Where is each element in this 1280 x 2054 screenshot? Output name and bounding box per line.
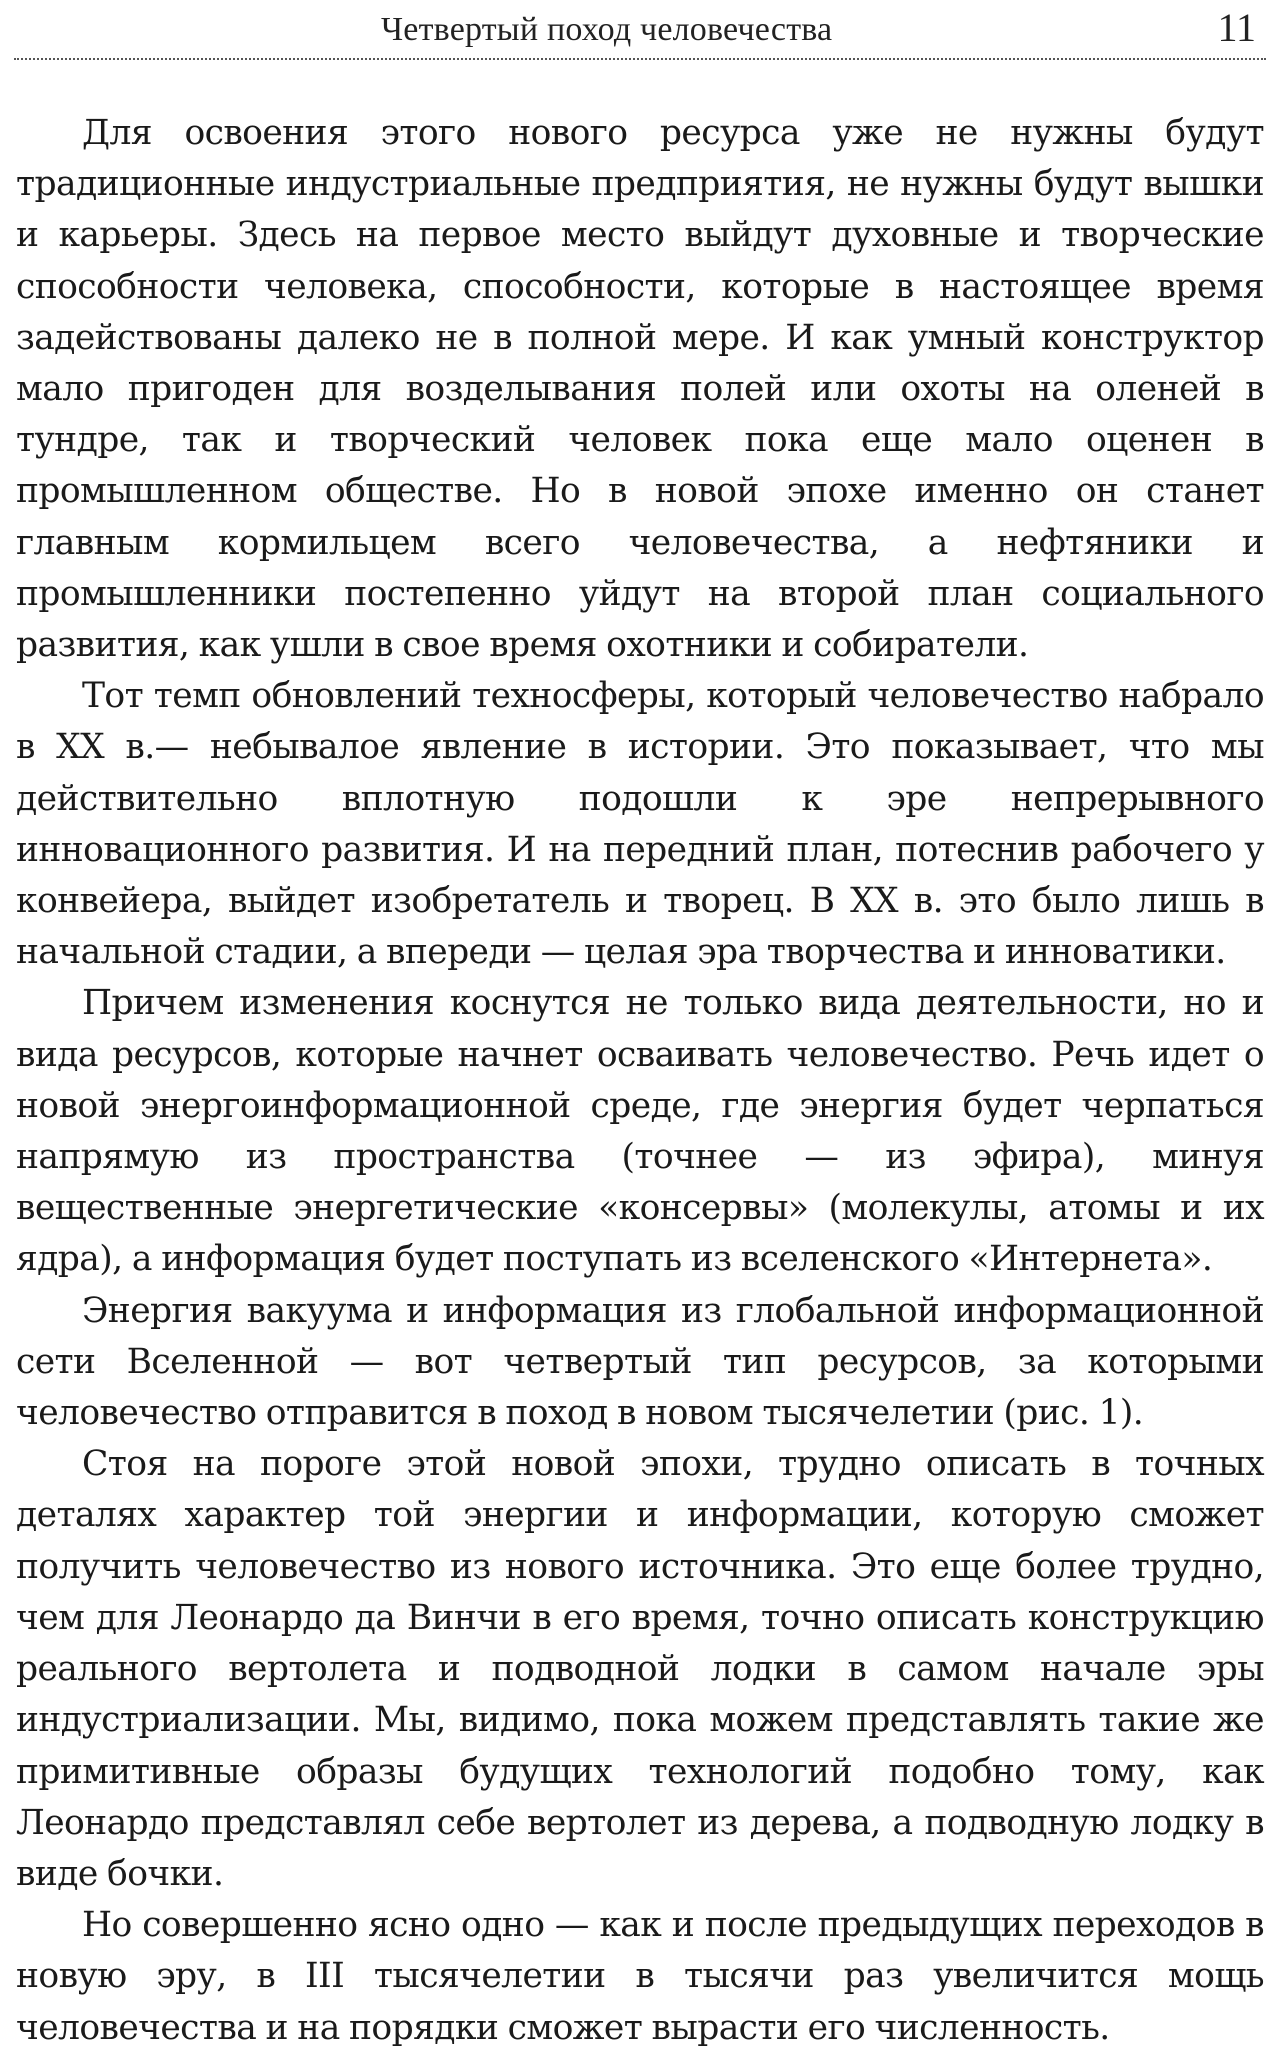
paragraph-4: Энергия вакуума и информация из глобальной информационной сети Вселенной — вот четвертый тип ресурсов, за которыми человечество отправится в поход в новом тысячелетии (рис. 1).: [16, 1290, 1264, 1434]
paragraph-2: Тот темп обновлений техносферы, который человечество набрало в XX в.— небывалое явление в истории. Это показывает, что мы действительно вплотную подошли к эре непрерывного инновационного развития. И на передний план, потеснив рабочего у конвейера, выйдет изобретатель и творец. В XX в. это было лишь в начальной стадии, а впереди — целая эра творчества и инноватики.: [16, 676, 1264, 973]
page-number: 11: [1217, 5, 1256, 50]
paragraph-5: Стоя на пороге этой новой эпохи, трудно описать в точных деталях характер той энергии и информации, которую сможет получить человечество из нового источника. Это еще более трудно, чем для Леонардо да Винчи в его время, точно описать конструкцию реального вертолета и подводной лодки в самом начале эры индустриализации. Мы, видимо, пока можем представлять такие же примитивные образы будущих технологий подобно тому, как Леонардо представлял себе вертолет из дерева, а подводную лодку в виде бочки.: [16, 1444, 1264, 1894]
body-text: [16, 108, 1264, 2054]
paragraph-3: Причем изменения коснутся не только вида деятельности, но и вида ресурсов, которые начнет осваивать человечество. Речь идет о новой энергоинформационной среде, где энергия будет черпаться напрямую из пространства (точнее — из эфира), минуя вещественные энергетические «консервы» (молекулы, атомы и их ядра), а информация будет поступать из вселенского «Интернета».: [16, 983, 1264, 1280]
running-title: Четвертый поход человечества: [381, 11, 833, 48]
running-header: [14, 2, 1266, 60]
paragraph-6: Но совершенно ясно одно — как и после предыдущих переходов в новую эру, в III тысячелетии в тысячи раз увеличится мощь человечества и на порядки сможет вырасти его численность.: [16, 1905, 1264, 2048]
paragraph-1: Для освоения этого нового ресурса уже не нужны будут традиционные индустриальные предприятия, не нужны будут вышки и карьеры. Здесь на первое место выйдут духовные и творческие способности человека, способности, которые в настоящее время задействованы далеко не в полной мере. И как умный конструктор мало пригоден для возделывания полей или охоты на оленей в тундре, так и творческий человек пока еще мало оценен в промышленном обществе. Но в новой эпохе именно он станет главным кормильцем всего человечества, а нефтяники и промышленники постепенно уйдут на второй план социального развития, как ушли в свое время охотники и собиратели.: [16, 113, 1264, 666]
